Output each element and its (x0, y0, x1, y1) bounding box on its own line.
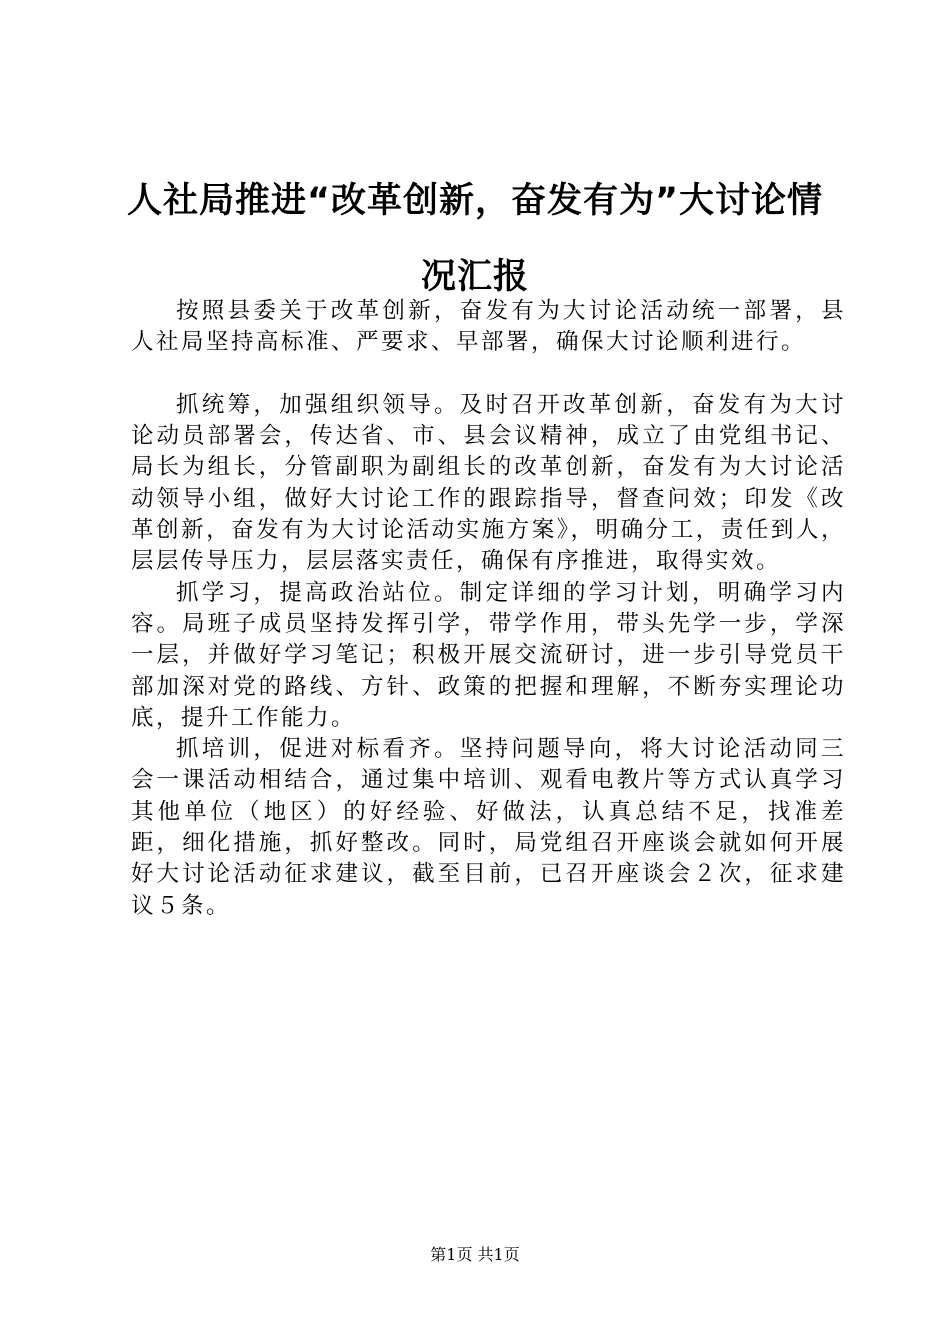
title-line-2: 况汇报 (420, 257, 529, 297)
paragraph-training: 抓培训，促进对标看齐。坚持问题导向，将大讨论活动同三会一课活动相结合，通过集中培训、观看电教片等方式认真学习其他单位（地区）的好经验、好做法，认真总结不足，找准差距，细化措施，抓好整改。同时，局党组召开座谈会就如何开展好大讨论活动征求建议，截至目前，已召开座谈会２次，征求建议５条。 (131, 736, 846, 919)
page-total: 共1页 (477, 1245, 520, 1264)
paragraph-intro: 按照县委关于改革创新，奋发有为大讨论活动统一部署，县人社局坚持高标准、严要求、早部署，确保大讨论顺利进行。 (131, 298, 846, 356)
page-number: 第1页 (430, 1245, 473, 1264)
document-title (110, 163, 840, 315)
paragraph-study: 抓学习，提高政治站位。制定详细的学习计划，明确学习内容。局班子成员坚持发挥引学，带学作用，带头先学一步，学深一层，并做好学习笔记；积极开展交流研讨，进一步引导党员干部加深对党的路线、方针、政策的把握和理解，不断夯实理论功底，提升工作能力。 (131, 579, 846, 731)
page-footer (0, 1244, 950, 1266)
paragraph-organization: 抓统筹，加强组织领导。及时召开改革创新，奋发有为大讨论动员部署会，传达省、市、县会议精神，成立了由党组书记、局长为组长，分管副职为副组长的改革创新，奋发有为大讨论活动领导小组，做好大讨论工作的跟踪指导，督查问效；印发《改革创新，奋发有为大讨论活动实施方案》，明确分工，责任到人，层层传导压力，层层落实责任，确保有序推进，取得实效。 (131, 391, 846, 575)
title-line-1: 人社局推进“改革创新，奋发有为”大讨论情 (126, 181, 823, 221)
document-body (131, 296, 846, 922)
